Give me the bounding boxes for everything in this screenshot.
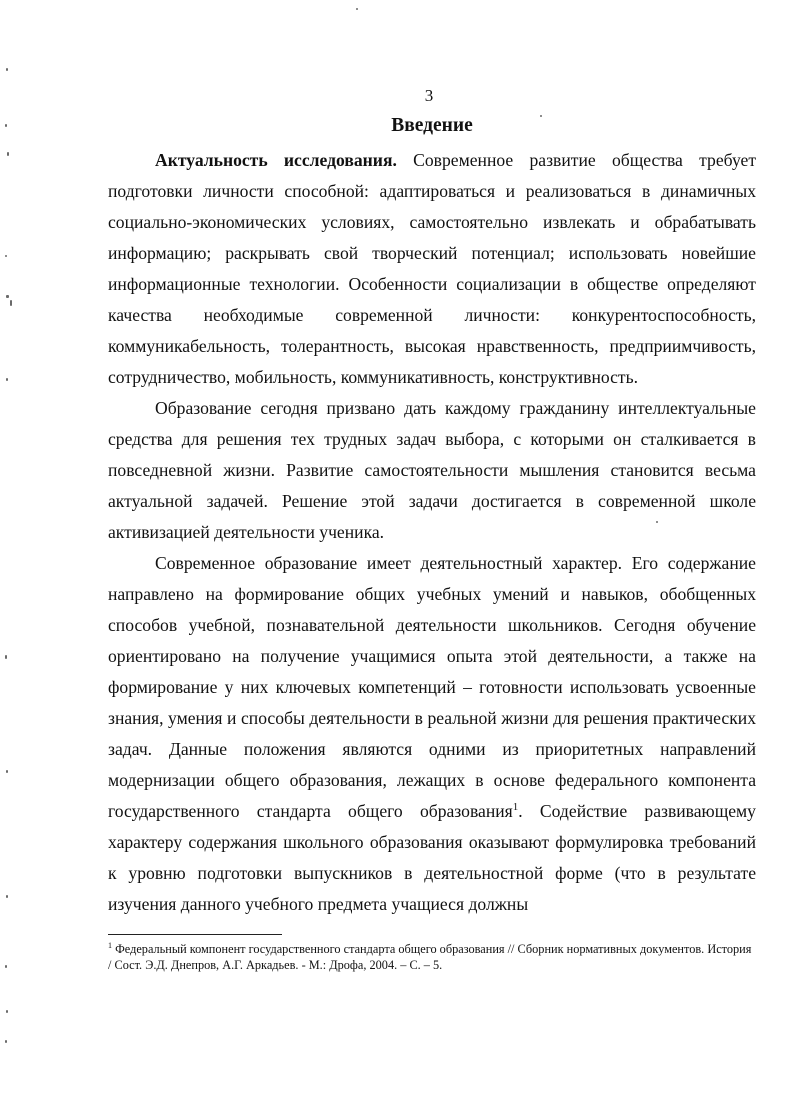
paragraph-education [108,393,756,548]
footnote [108,941,756,973]
body-text [108,145,756,920]
footnote-divider [108,934,282,935]
footnote-reference: 1 [512,801,519,814]
paragraph-lead: Актуальность исследования. [155,150,397,170]
paragraph-text: . Содействие развивающему характеру содержания школьного образования оказывают формулировка требований к уровню подготовки выпускников в деятельностной форме (что в результате изучения данного учебного предмета учащиеся должны [108,801,756,914]
paragraph-modern-education [108,548,756,920]
footnote-text: Федеральный компонент государственного стандарта общего образования // Сборник нормативных документов. История / Сост. Э.Д. Днепров, А.Г. Аркадьев. - М.: Дрофа, 2004. – С. – 5. [108,942,752,972]
footnote-mark: 1 [108,940,112,950]
paragraph-text: Современное развитие общества требует подготовки личности способной: адаптироваться и реализоваться в динамичных социально-экономических условиях, самостоятельно извлекать и обрабатывать информацию; раскрывать свой творческий потенциал; использовать новейшие информационные технологии. Особенности социализации в обществе определяют качества необходимые современной личности: конкурентоспособность, коммуникабельность, толерантность, высокая нравственность, предприимчивость, сотрудничество, мобильность, коммуникативность, конструктивность. [108,150,757,387]
page-number: 3 [424,86,434,105]
paragraph-text: Современное образование имеет деятельностный характер. Его содержание направлено на формирование общих учебных умений и навыков, обобщенных способов учебной, познавательной деятельности школьников. Сегодня обучение ориентировано на получение учащимися опыта этой деятельности, а также на формирование у них ключевых компетенций – готовности использовать усвоенные знания, умения и способы деятельности в реальной жизни для решения практических задач. Данные положения являются одними из приоритетных направлений модернизации общего образования, лежащих в основе федерального компонента государственного стандарта общего образования [108,553,756,821]
section-heading: Введение [391,115,473,136]
paragraph-relevance [108,145,756,393]
paragraph-text: Образование сегодня призвано дать каждому гражданину интеллектуальные средства для решения тех трудных задач выбора, с которыми он сталкивается в повседневной жизни. Развитие самостоятельности мышления становится весьма актуальной задачей. Решение этой задачи достигается в современной школе активизацией деятельности ученика. [108,398,756,542]
